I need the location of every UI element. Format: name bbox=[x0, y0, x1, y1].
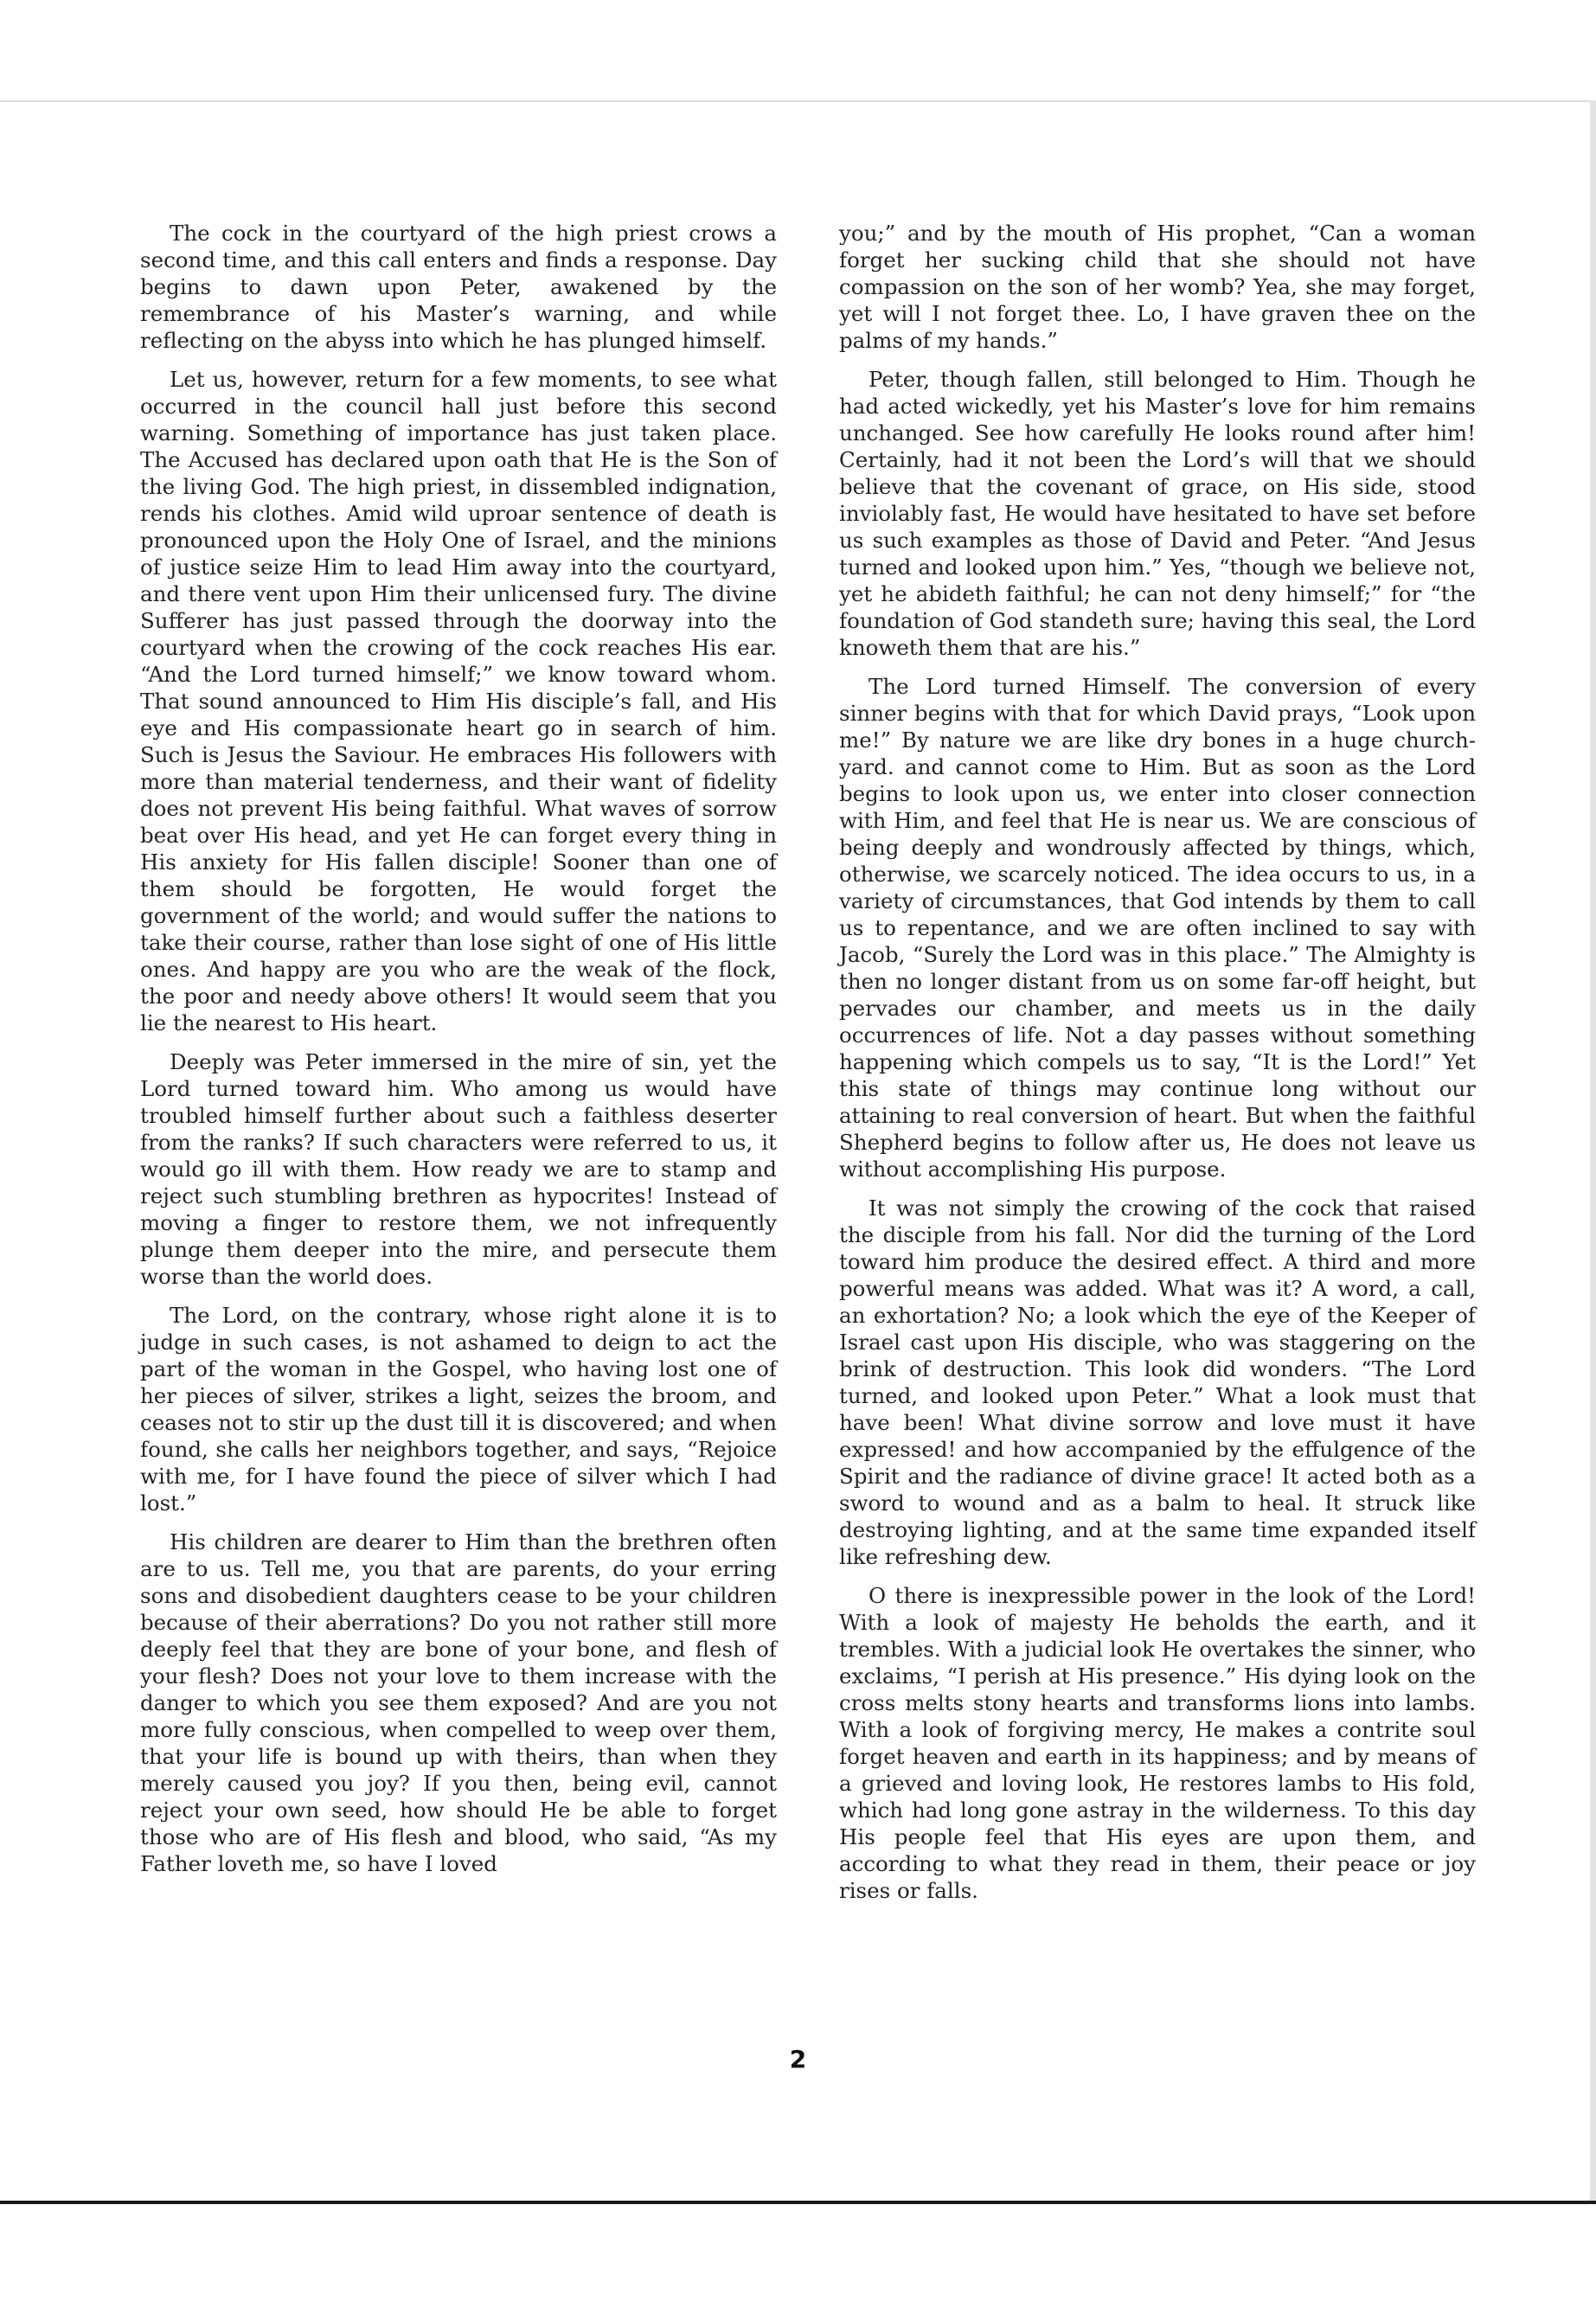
paragraph: The cock in the courtyard of the high priest crows a second time, and this call enters and finds a response. Day begins to dawn upon Peter, awakened by the remembrance of his Master’s warning, and while reflecting on the abyss into which he has plunged himself. bbox=[140, 221, 777, 353]
paragraph: Peter, though fallen, still belonged to Him. Though he had acted wickedly, yet his Master’s love for him remains unchanged. See how carefully He looks round after him! Certainly, had it not been the Lord’s will that we should believe that the covenant of grace, on His side, stood inviolably fast, He would have hesitated to have set before us such examples as those of David and Peter. “And Jesus turned and looked upon him.” Yes, “though we believe not, yet he abideth faithful; he can not deny himself;” for “the foundation of God standeth sure; having this seal, the Lord knoweth them that are his.” bbox=[839, 367, 1476, 660]
paragraph: The Lord, on the contrary, whose right alone it is to judge in such cases, is not ashamed to deign to act the part of the woman in the Gospel, who having lost one of her pieces of silver, strikes a light, seizes the broom, and ceases not to stir up the dust till it is discovered; and when found, she calls her neighbors together, and says, “Rejoice with me, for I have found the piece of silver which I had lost.” bbox=[140, 1303, 777, 1516]
paragraph: Let us, however, return for a few moments, to see what occurred in the council hall just before this second warning. Something of importance has just taken place. The Accused has declared upon oath that He is the Son of the living God. The high priest, in dissembled indignation, rends his clothes. Amid wild uproar sentence of death is pronounced upon the Holy One of Israel, and the minions of justice seize Him to lead Him away into the courtyard, and there vent upon Him their unlicensed fury. The divine Sufferer has just passed through the doorway into the courtyard when the crowing of the cock reaches His ear. “And the Lord turned himself;” we know toward whom. That sound announced to Him His disciple’s fall, and His eye and His compassionate heart go in search of him. Such is Jesus the Saviour. He embraces His followers with more than material tenderness, and their want of fidelity does not prevent His being faithful. What waves of sorrow beat over His head, and yet He can forget every thing in His anxiety for His fallen disciple! Sooner than one of them should be forgotten, He would forget the government of the world; and would suffer the nations to take their course, rather than lose sight of one of His little ones. And happy are you who are the weak of the flock, the poor and needy above others! It would seem that you lie the nearest to His heart. bbox=[140, 367, 777, 1035]
paragraph-continuation: you;” and by the mouth of His prophet, “Can a woman forget her sucking child that she should not have compassion on the son of her womb? Yea, she may forget, yet will I not forget thee. Lo, I have graven thee on the palms of my hands.” bbox=[839, 221, 1476, 353]
paragraph: His children are dearer to Him than the brethren often are to us. Tell me, you that are parents, do your erring sons and disobedient daughters cease to be your children because of their aberrations? Do you not rather still more deeply feel that they are bone of your bone, and flesh of your flesh? Does not your love to them increase with the danger to which you see them exposed? And are you not more fully conscious, when compelled to weep over them, that your life is bound up with theirs, than when they merely caused you joy? If you then, being evil, cannot reject your own seed, how should He be able to forget those who are of His flesh and blood, who said, “As my Father loveth me, so have I loved bbox=[140, 1529, 777, 1876]
scan-edge-right bbox=[1590, 100, 1596, 2204]
paragraph: The Lord turned Himself. The conversion of every sinner begins with that for which David prays, “Look upon me!” By nature we are like dry bones in a huge church-yard. and cannot come to Him. But as soon as the Lord begins to look upon us, we enter into closer connection with Him, and feel that He is near us. We are conscious of being deeply and wondrously affected by things, which, otherwise, we scarcely noticed. The idea occurs to us, in a variety of circumstances, that God intends by them to call us to repentance, and we are often inclined to say with Jacob, “Surely the Lord was in this place.” The Almighty is then no longer distant from us on some far-off height, but pervades our chamber, and meets us in the daily occurrences of life. Not a day passes without something happening which compels us to say, “It is the Lord!” Yet this state of things may continue long without our attaining to real conversion of heart. But when the faithful Shepherd begins to follow after us, He does not leave us without accomplishing His purpose. bbox=[839, 674, 1476, 1182]
paragraph: It was not simply the crowing of the cock that raised the disciple from his fall. Nor did the turning of the Lord toward him produce the desired effect. A third and more powerful means was added. What was it? A word, a call, an exhortation? No; a look which the eye of the Keeper of Israel cast upon His disciple, who was staggering on the brink of destruction. This look did wonders. “The Lord turned, and looked upon Peter.” What a look must that have been! What divine sorrow and love must it have expressed! and how accompanied by the effulgence of the Spirit and the radiance of divine grace! It acted both as a sword to wound and as a balm to heal. It struck like destroying lighting, and at the same time expanded itself like refreshing dew. bbox=[839, 1195, 1476, 1569]
paragraph: Deeply was Peter immersed in the mire of sin, yet the Lord turned toward him. Who among us would have troubled himself further about such a faithless deserter from the ranks? If such characters were referred to us, it would go ill with them. How ready we are to stamp and reject such stumbling brethren as hypocrites! Instead of moving a finger to restore them, we not infrequently plunge them deeper into the mire, and persecute them worse than the world does. bbox=[140, 1049, 777, 1289]
paragraph: O there is inexpressible power in the look of the Lord! With a look of majesty He beholds the earth, and it trembles. With a judicial look He overtakes the sinner, who exclaims, “I perish at His presence.” His dying look on the cross melts stony hearts and transforms lions into lambs. With a look of forgiving mercy, He makes a contrite soul forget heaven and earth in its happiness; and by means of a grieved and loving look, He restores lambs to His fold, which had long gone astray in the wilderness. To this day His people feel that His eyes are upon them, and according to what they read in them, their peace or joy rises or falls. bbox=[839, 1583, 1476, 1903]
left-column bbox=[140, 220, 777, 1889]
scan-edge-top bbox=[0, 100, 1596, 102]
scan-edge-bottom bbox=[0, 2201, 1596, 2204]
page-number: 2 bbox=[789, 2045, 807, 2073]
right-column bbox=[839, 220, 1476, 1916]
